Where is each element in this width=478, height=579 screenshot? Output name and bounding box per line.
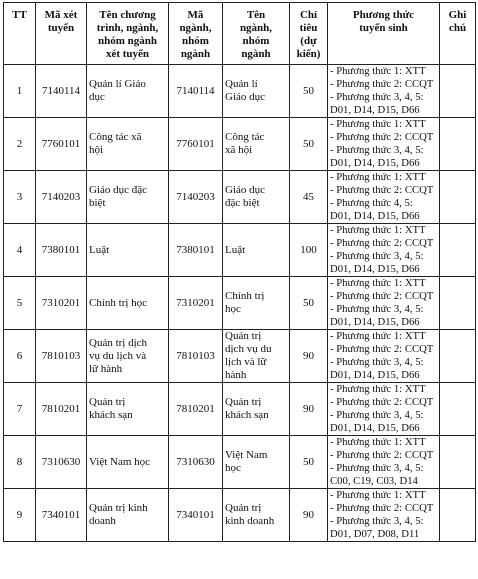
cell-ma-xet: 7380101: [36, 224, 87, 277]
cell-ma-nganh: 7310630: [169, 436, 223, 489]
table-row: [4, 224, 476, 277]
cell-tt: 1: [4, 65, 36, 118]
cell-ma-xet: 7340101: [36, 489, 87, 542]
admissions-table: [3, 2, 476, 542]
cell-ten-nganh: Quản lí Giáo dục: [223, 65, 290, 118]
cell-tt: 5: [4, 277, 36, 330]
table-row: [4, 277, 476, 330]
cell-ten-nganh: Giáo dục đặc biệt: [223, 171, 290, 224]
cell-chi-tieu: 90: [290, 383, 328, 436]
cell-chi-tieu: 50: [290, 277, 328, 330]
cell-ten-nganh: Luật: [223, 224, 290, 277]
cell-tt: 6: [4, 330, 36, 383]
cell-ten-nganh: Quản trị dịch vụ du lịch và lữ hành: [223, 330, 290, 383]
cell-ma-nganh: 7810103: [169, 330, 223, 383]
cell-ten-nganh: Quản trị kinh doanh: [223, 489, 290, 542]
cell-phuong-thuc: - Phương thức 1: XTT - Phương thức 2: CCQT - Phương thức 3, 4, 5: D01, D14, D15, D66: [328, 118, 440, 171]
cell-phuong-thuc: - Phương thức 1: XTT - Phương thức 2: CCQT - Phương thức 3, 4, 5: C00, C19, C03, D14: [328, 436, 440, 489]
cell-tt: 4: [4, 224, 36, 277]
cell-chi-tieu: 50: [290, 436, 328, 489]
header-ma-xet-tuyen: Mã xét tuyển: [36, 3, 87, 65]
cell-phuong-thuc: - Phương thức 1: XTT - Phương thức 2: CCQT - Phương thức 3, 4, 5: D01, D14, D15, D66: [328, 330, 440, 383]
cell-ghi-chu: [440, 171, 476, 224]
cell-ma-xet: 7810201: [36, 383, 87, 436]
table-body: [4, 65, 476, 542]
cell-ma-nganh: 7140203: [169, 171, 223, 224]
cell-ma-nganh: 7380101: [169, 224, 223, 277]
cell-ma-xet: 7760101: [36, 118, 87, 171]
cell-chi-tieu: 50: [290, 65, 328, 118]
header-row: [4, 3, 476, 65]
cell-phuong-thuc: - Phương thức 1: XTT - Phương thức 2: CCQT - Phương thức 3, 4, 5: D01, D14, D15, D66: [328, 65, 440, 118]
cell-chi-tieu: 45: [290, 171, 328, 224]
cell-tt: 9: [4, 489, 36, 542]
cell-ghi-chu: [440, 383, 476, 436]
cell-tt: 3: [4, 171, 36, 224]
header-ten-chuong-trinh: Tên chương trình, ngành, nhóm ngành xét tuyển: [87, 3, 169, 65]
cell-ten-nganh: Công tác xã hội: [223, 118, 290, 171]
cell-ghi-chu: [440, 65, 476, 118]
cell-chi-tieu: 50: [290, 118, 328, 171]
cell-ten-chuong-trinh: Quản trị kinh doanh: [87, 489, 169, 542]
cell-ten-chuong-trinh: Luật: [87, 224, 169, 277]
cell-ma-xet: 7310201: [36, 277, 87, 330]
cell-ghi-chu: [440, 436, 476, 489]
cell-ten-nganh: Việt Nam học: [223, 436, 290, 489]
cell-phuong-thuc: - Phương thức 1: XTT - Phương thức 2: CCQT - Phương thức 3, 4, 5: D01, D07, D08, D11: [328, 489, 440, 542]
cell-ma-xet: 7310630: [36, 436, 87, 489]
table-row: [4, 436, 476, 489]
cell-tt: 2: [4, 118, 36, 171]
cell-ten-chuong-trinh: Quản lí Giáo dục: [87, 65, 169, 118]
cell-ma-xet: 7140114: [36, 65, 87, 118]
table-row: [4, 118, 476, 171]
cell-ghi-chu: [440, 118, 476, 171]
cell-ma-nganh: 7810201: [169, 383, 223, 436]
cell-ghi-chu: [440, 330, 476, 383]
cell-phuong-thuc: - Phương thức 1: XTT - Phương thức 2: CCQT - Phương thức 4, 5: D01, D14, D15, D66: [328, 171, 440, 224]
cell-ten-chuong-trinh: Quản trị khách sạn: [87, 383, 169, 436]
cell-ten-nganh: Quản trị khách sạn: [223, 383, 290, 436]
cell-phuong-thuc: - Phương thức 1: XTT - Phương thức 2: CCQT - Phương thức 3, 4, 5: D01, D14, D15, D66: [328, 277, 440, 330]
cell-ten-chuong-trinh: Giáo dục đặc biệt: [87, 171, 169, 224]
cell-ma-xet: 7140203: [36, 171, 87, 224]
cell-ma-nganh: 7760101: [169, 118, 223, 171]
table-row: [4, 330, 476, 383]
cell-chi-tieu: 90: [290, 489, 328, 542]
cell-ten-chuong-trinh: Việt Nam học: [87, 436, 169, 489]
cell-chi-tieu: 90: [290, 330, 328, 383]
cell-ten-chuong-trinh: Chính trị học: [87, 277, 169, 330]
cell-ma-nganh: 7340101: [169, 489, 223, 542]
cell-ma-nganh: 7140114: [169, 65, 223, 118]
header-ten-nganh: Tên ngành, nhóm ngành: [223, 3, 290, 65]
cell-ghi-chu: [440, 277, 476, 330]
cell-tt: 7: [4, 383, 36, 436]
cell-phuong-thuc: - Phương thức 1: XTT - Phương thức 2: CCQT - Phương thức 3, 4, 5: D01, D14, D15, D66: [328, 383, 440, 436]
cell-ten-nganh: Chính trị học: [223, 277, 290, 330]
cell-ma-nganh: 7310201: [169, 277, 223, 330]
cell-ghi-chu: [440, 224, 476, 277]
table-row: [4, 489, 476, 542]
table-row: [4, 383, 476, 436]
cell-ten-chuong-trinh: Quản trị dịch vụ du lịch và lữ hành: [87, 330, 169, 383]
header-tt: TT: [4, 3, 36, 65]
cell-ten-chuong-trinh: Công tác xã hội: [87, 118, 169, 171]
header-phuong-thuc: Phương thức tuyển sinh: [328, 3, 440, 65]
cell-ma-xet: 7810103: [36, 330, 87, 383]
cell-chi-tieu: 100: [290, 224, 328, 277]
header-chi-tieu: Chỉ tiêu (dự kiến): [290, 3, 328, 65]
header-ma-nganh: Mã ngành, nhóm ngành: [169, 3, 223, 65]
table-row: [4, 65, 476, 118]
table-row: [4, 171, 476, 224]
cell-tt: 8: [4, 436, 36, 489]
cell-phuong-thuc: - Phương thức 1: XTT - Phương thức 2: CCQT - Phương thức 3, 4, 5: D01, D14, D15, D66: [328, 224, 440, 277]
header-ghi-chu: Ghi chú: [440, 3, 476, 65]
cell-ghi-chu: [440, 489, 476, 542]
